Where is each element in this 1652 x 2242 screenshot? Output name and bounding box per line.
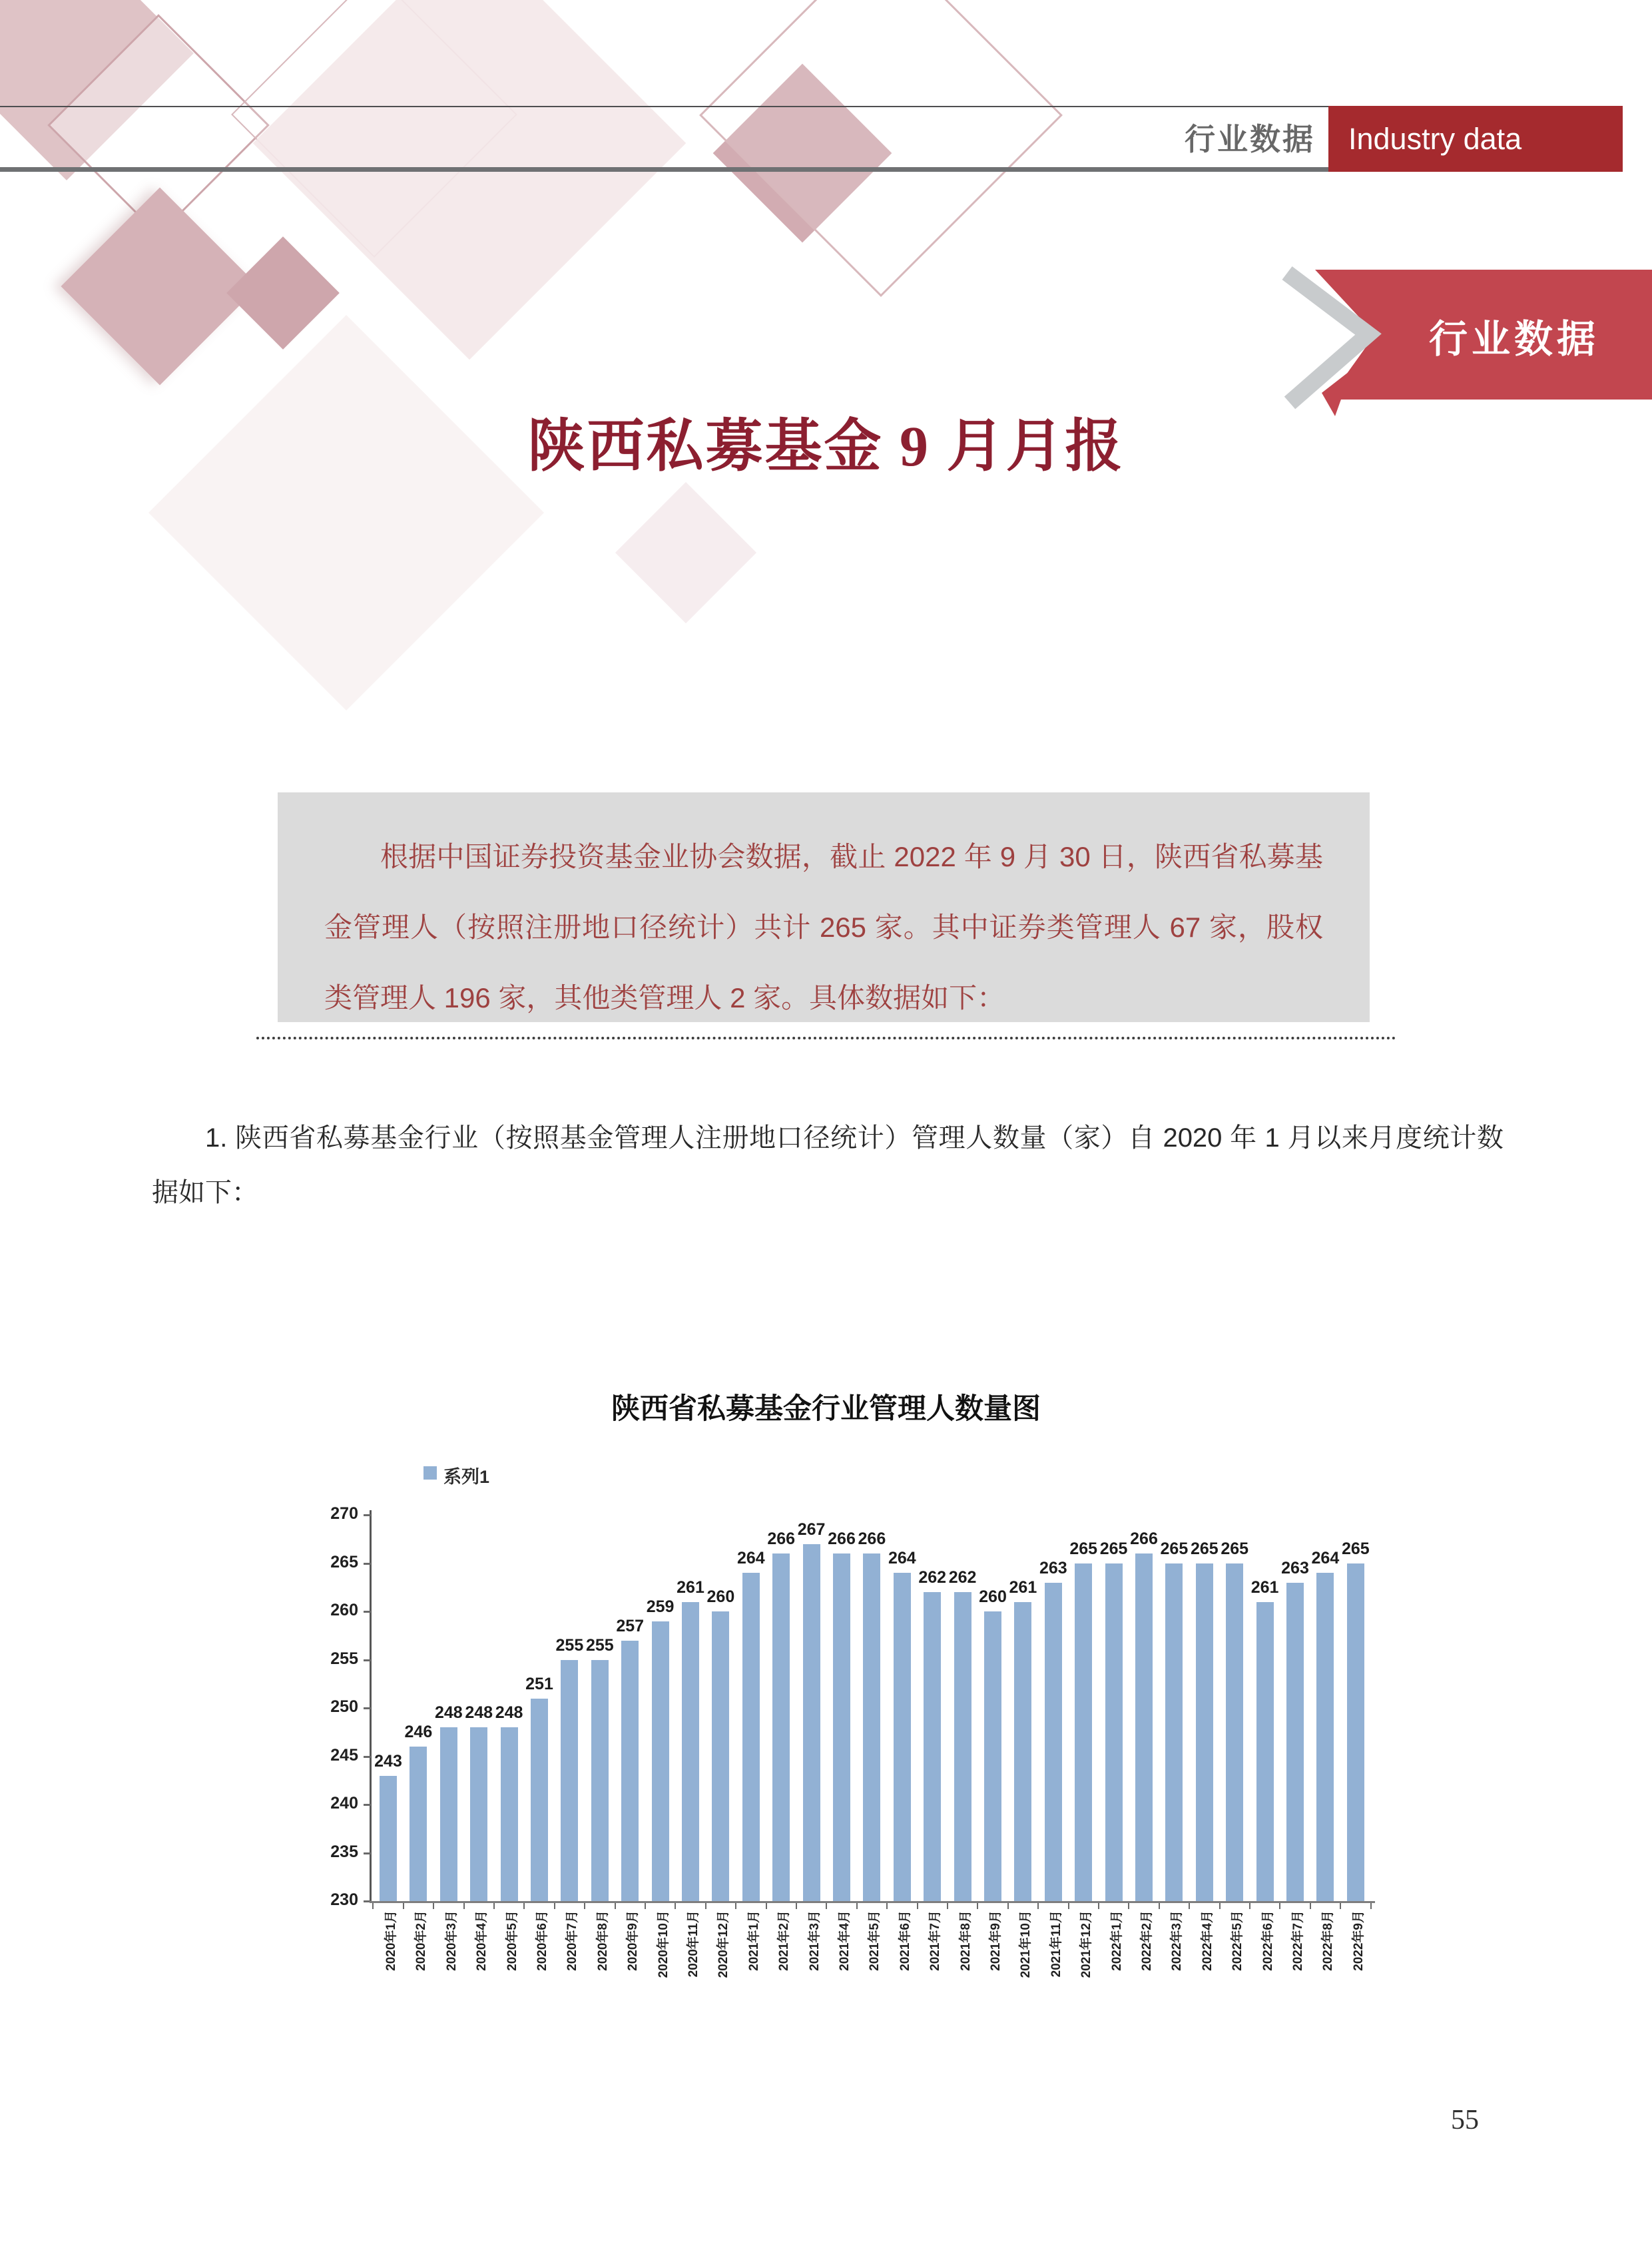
x-tick-label: 2021年1月 (746, 1910, 761, 1971)
bar-label: 264 (1311, 1549, 1340, 1567)
bar-label: 265 (1069, 1539, 1098, 1558)
y-tick-label: 250 (330, 1697, 358, 1716)
x-tick-label: 2022年5月 (1231, 1910, 1245, 1971)
x-tick (1068, 1903, 1069, 1909)
x-tick-label: 2020年5月 (505, 1910, 519, 1971)
decor-diamond (61, 188, 259, 386)
y-tick (364, 1514, 371, 1516)
x-tick (947, 1903, 948, 1909)
x-tick-label: 2022年9月 (1351, 1910, 1366, 1971)
bar-label: 255 (585, 1635, 614, 1655)
bar-label: 266 (1130, 1530, 1158, 1548)
x-tick-label: 2021年11月 (1049, 1910, 1063, 1978)
x-tick (1219, 1903, 1221, 1909)
bar-label: 265 (1099, 1539, 1128, 1558)
bar-label: 263 (1281, 1558, 1309, 1577)
y-tick-label: 260 (330, 1601, 358, 1619)
x-tick-label: 2020年11月 (687, 1910, 700, 1978)
x-tick (735, 1903, 736, 1909)
bar (531, 1699, 548, 1902)
x-tick (493, 1903, 495, 1909)
x-tick-label: 2020年3月 (444, 1910, 459, 1971)
bar-label: 266 (828, 1530, 856, 1548)
bar (1135, 1553, 1153, 1901)
bar (470, 1727, 487, 1901)
x-tick (645, 1903, 646, 1909)
x-tick (856, 1903, 858, 1909)
bar (803, 1544, 820, 1902)
chart (306, 1432, 1425, 2117)
x-tick (615, 1903, 616, 1909)
x-tick (705, 1903, 706, 1909)
x-tick (1370, 1903, 1372, 1909)
chart-title: 陕西省私募基金行业管理人数量图 (611, 1393, 1041, 1425)
x-tick (1007, 1903, 1009, 1909)
bar-label: 260 (979, 1587, 1007, 1606)
bar-label: 267 (797, 1520, 826, 1539)
y-tick (364, 1659, 371, 1661)
ribbon-label: 行业数据 (1428, 318, 1599, 361)
bar-label: 257 (616, 1616, 645, 1635)
bar (984, 1611, 1001, 1901)
bar (712, 1611, 729, 1901)
x-tick (463, 1903, 465, 1909)
x-tick-label: 2021年10月 (1019, 1910, 1033, 1978)
bar-label: 260 (706, 1587, 735, 1606)
header-thick-rule (0, 167, 1328, 172)
bar (621, 1641, 639, 1902)
y-tick (364, 1804, 371, 1806)
bar-label: 251 (525, 1674, 553, 1693)
bar-label: 264 (888, 1549, 916, 1567)
y-tick (364, 1563, 371, 1565)
x-tick (1128, 1903, 1129, 1909)
bar (561, 1660, 578, 1902)
bar-label: 266 (767, 1530, 796, 1548)
x-tick (1037, 1903, 1039, 1909)
y-tick-label: 270 (330, 1504, 358, 1523)
x-tick (796, 1903, 797, 1909)
bar (1286, 1583, 1304, 1902)
x-tick (372, 1903, 374, 1909)
y-tick-label: 255 (330, 1649, 358, 1668)
bar (1226, 1563, 1243, 1902)
x-tick-label: 2021年12月 (1079, 1910, 1094, 1978)
x-tick-label: 2020年12月 (716, 1910, 731, 1978)
x-tick (766, 1903, 767, 1909)
x-tick-label: 2021年6月 (898, 1910, 912, 1971)
bar (863, 1553, 880, 1901)
x-axis (370, 1901, 1375, 1903)
x-tick-label: 2021年3月 (807, 1910, 822, 1971)
header-section-label-en: Industry data (1348, 122, 1522, 156)
bar (1014, 1602, 1031, 1902)
decor-diamond (615, 482, 756, 623)
decor-diamond (148, 315, 544, 710)
bar-label: 255 (555, 1635, 584, 1655)
summary-box (278, 792, 1370, 1022)
x-tick (1279, 1903, 1280, 1909)
x-tick-label: 2021年5月 (868, 1910, 882, 1971)
bar-label: 264 (736, 1549, 765, 1567)
bar (591, 1660, 609, 1902)
bar-label: 265 (1190, 1539, 1219, 1558)
decor-diamond (226, 236, 340, 350)
x-tick (1098, 1903, 1099, 1909)
x-tick-label: 2020年1月 (384, 1910, 398, 1971)
x-tick (886, 1903, 888, 1909)
bar-label: 261 (1009, 1577, 1037, 1597)
x-tick (977, 1903, 978, 1909)
bar (652, 1621, 669, 1902)
legend-label: 系列1 (443, 1467, 490, 1487)
bar-label: 259 (646, 1597, 675, 1616)
x-tick (584, 1903, 585, 1909)
x-tick-label: 2022年1月 (1109, 1910, 1124, 1971)
intro-paragraph: 1. 陕西省私募基金行业（按照基金管理人注册地口径统计）管理人数量（家）自 2020 年 1 月以来月度统计数据如下： (152, 1123, 1504, 1207)
page-title: 陕西私募基金 9 月月报 (527, 414, 1125, 478)
bar (833, 1553, 850, 1901)
x-tick-label: 2020年10月 (656, 1910, 671, 1978)
x-tick-label: 2021年4月 (838, 1910, 852, 1971)
bar-label: 265 (1341, 1539, 1370, 1558)
bar (1256, 1602, 1274, 1902)
bar (682, 1602, 699, 1902)
bar-label: 261 (677, 1577, 704, 1597)
x-tick (1189, 1903, 1190, 1909)
page-number: 55 (1451, 2105, 1479, 2135)
y-tick-label: 265 (330, 1552, 358, 1571)
bar-label: 263 (1039, 1558, 1067, 1577)
bar-label: 266 (858, 1530, 886, 1548)
y-tick-label: 245 (330, 1745, 358, 1765)
x-tick-label: 2020年4月 (475, 1910, 489, 1971)
bar-label: 265 (1221, 1539, 1249, 1558)
bar-label: 248 (434, 1703, 463, 1722)
x-tick-label: 2020年6月 (535, 1910, 549, 1971)
bar (501, 1727, 518, 1901)
bar (1196, 1563, 1213, 1902)
bar (772, 1553, 790, 1901)
x-tick-label: 2021年2月 (777, 1910, 792, 1971)
x-tick-label: 2021年9月 (989, 1910, 1003, 1971)
bar-label: 248 (465, 1703, 493, 1722)
bar (894, 1573, 911, 1901)
bar-label: 248 (495, 1703, 523, 1722)
x-tick (433, 1903, 434, 1909)
x-tick (1340, 1903, 1341, 1909)
x-tick-label: 2022年7月 (1291, 1910, 1305, 1971)
bar (1316, 1573, 1334, 1901)
bar (440, 1727, 457, 1901)
x-tick (917, 1903, 918, 1909)
bar (1347, 1563, 1364, 1902)
summary-text: 根据中国证券投资基金业协会数据，截止 2022 年 9 月 30 日，陕西省私募基金管理人（按照注册地口径统计）共计 265 家。其中证券类管理人 67 家，股权类管理人 196 家，其他类管理人 2 家。具体数据如下： (324, 841, 1323, 1013)
bar (954, 1592, 971, 1901)
x-tick-label: 2020年8月 (595, 1910, 610, 1971)
header-section-box (1328, 106, 1623, 172)
bar (1165, 1563, 1183, 1902)
x-tick (1159, 1903, 1160, 1909)
x-tick-label: 2022年4月 (1200, 1910, 1215, 1971)
x-tick-label: 2022年8月 (1321, 1910, 1336, 1971)
x-tick-label: 2020年9月 (626, 1910, 641, 1971)
x-tick-label: 2021年7月 (928, 1910, 943, 1971)
x-tick-label: 2022年3月 (1170, 1910, 1185, 1971)
header-section-label-cn: 行业数据 (1185, 122, 1315, 156)
bar (1075, 1563, 1092, 1902)
bar (410, 1747, 427, 1901)
x-tick-label: 2021年8月 (958, 1910, 973, 1971)
bar-label: 261 (1250, 1577, 1279, 1597)
x-tick-label: 2022年6月 (1260, 1910, 1275, 1971)
decor-diamond (699, 0, 1063, 297)
y-tick-label: 230 (330, 1890, 358, 1909)
bar-label: 262 (948, 1568, 977, 1587)
y-tick-label: 235 (330, 1842, 358, 1861)
bar-label: 265 (1160, 1539, 1189, 1558)
bar (380, 1776, 397, 1902)
bar (742, 1573, 760, 1901)
bar-label: 246 (404, 1723, 433, 1741)
bar-label: 262 (918, 1568, 947, 1587)
x-tick (554, 1903, 555, 1909)
legend-marker-icon (423, 1466, 437, 1480)
bar-label: 243 (374, 1751, 402, 1771)
y-axis (370, 1510, 372, 1903)
bar (924, 1592, 941, 1901)
x-tick (675, 1903, 676, 1909)
bar (1105, 1563, 1123, 1902)
dotted-separator (256, 1027, 1396, 1039)
y-tick (364, 1707, 371, 1709)
bar (1045, 1583, 1062, 1902)
y-tick (364, 1852, 371, 1854)
x-tick (1249, 1903, 1250, 1909)
header-thin-rule (0, 106, 1328, 107)
y-tick-label: 240 (330, 1794, 358, 1813)
x-tick (1310, 1903, 1311, 1909)
x-tick-label: 2020年2月 (414, 1910, 429, 1971)
x-tick (403, 1903, 404, 1909)
x-tick-label: 2022年2月 (1140, 1910, 1154, 1971)
x-tick (826, 1903, 827, 1909)
x-tick (523, 1903, 525, 1909)
y-tick (364, 1611, 371, 1613)
x-tick-label: 2020年7月 (565, 1910, 580, 1971)
